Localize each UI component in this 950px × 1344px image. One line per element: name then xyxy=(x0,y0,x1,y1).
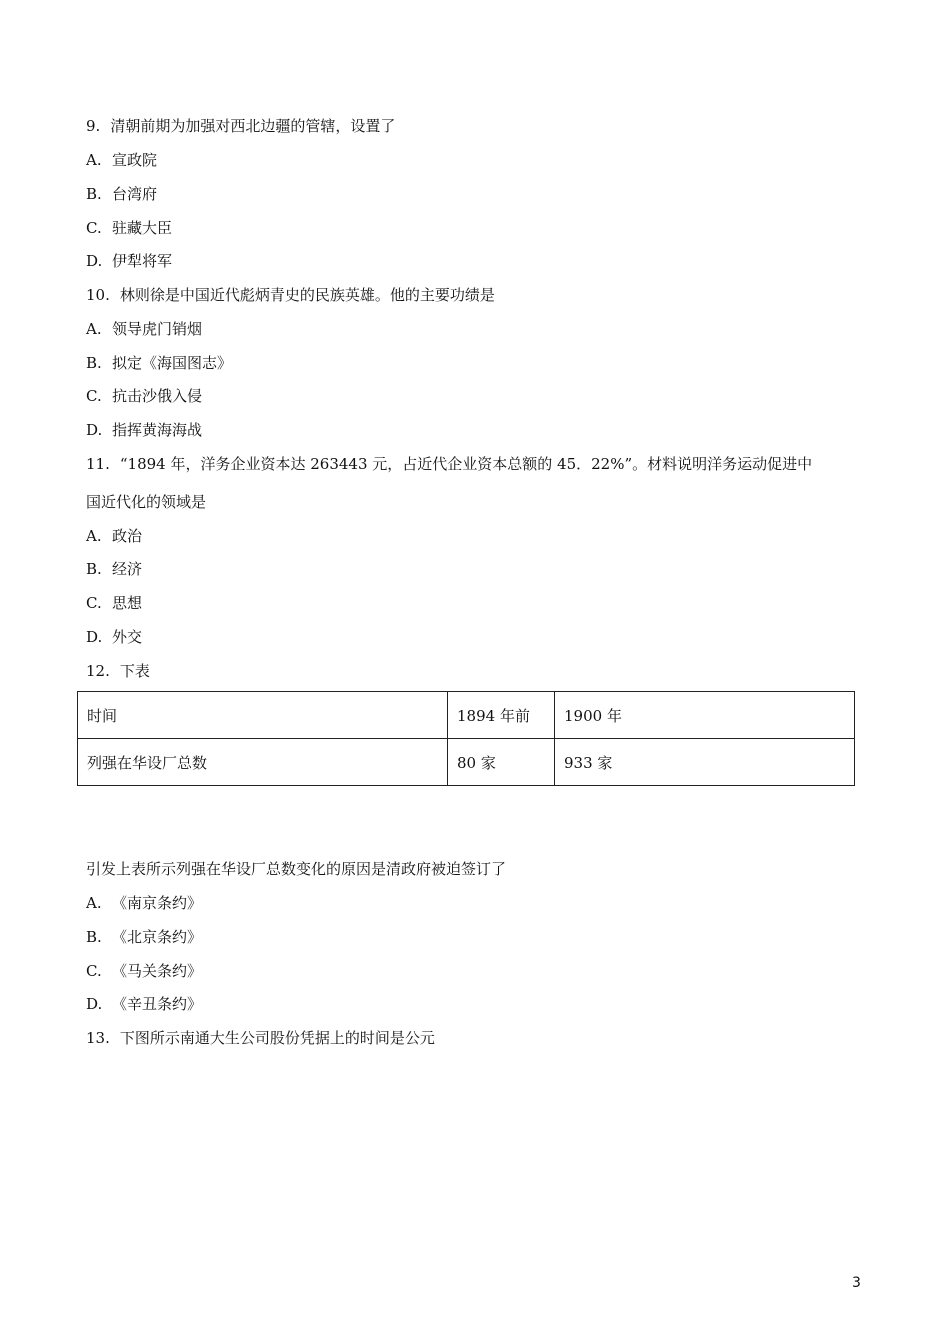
option-text: 指挥黄海海战 xyxy=(112,421,203,439)
option-c[interactable] xyxy=(86,218,172,238)
option-b[interactable] xyxy=(86,927,202,947)
question-number: 9. xyxy=(86,117,101,135)
question-number: 11. xyxy=(86,455,110,473)
option-letter: B. xyxy=(86,185,102,203)
option-d[interactable] xyxy=(86,420,202,440)
option-letter: D. xyxy=(86,252,103,270)
table-row xyxy=(78,692,855,739)
option-letter: A. xyxy=(86,894,102,912)
table-row xyxy=(78,739,855,786)
option-letter: C. xyxy=(86,387,102,405)
option-text: 台湾府 xyxy=(112,185,158,203)
option-text: 拟定《海国图志》 xyxy=(112,354,233,372)
option-letter: D. xyxy=(86,995,103,1013)
table-cell: 1894 年前 xyxy=(448,692,555,739)
question-number: 12. xyxy=(86,662,110,680)
option-text: 宣政院 xyxy=(112,151,158,169)
option-text: 领导虎门销烟 xyxy=(112,320,203,338)
question-10-stem xyxy=(86,285,495,305)
option-letter: C. xyxy=(86,962,102,980)
option-a[interactable] xyxy=(86,319,202,339)
option-letter: D. xyxy=(86,421,103,439)
page-number: 3 xyxy=(852,1275,861,1291)
option-text: 外交 xyxy=(112,628,143,646)
question-text: 下表 xyxy=(119,662,150,680)
question-9-stem xyxy=(86,116,395,136)
table-cell: 80 家 xyxy=(448,739,555,786)
option-text: 经济 xyxy=(112,560,143,578)
question-text: 林则徐是中国近代彪炳青史的民族英雄。他的主要功绩是 xyxy=(119,286,495,304)
option-text: 《北京条约》 xyxy=(112,928,203,946)
option-a[interactable] xyxy=(86,150,157,170)
option-text: 抗击沙俄入侵 xyxy=(112,387,203,405)
question-text: “1894 年，洋务企业资本达 263443 元，占近代企业资本总额的 45．22%”。材料说明洋务运动促进中 xyxy=(119,455,813,473)
option-a[interactable] xyxy=(86,526,142,546)
option-d[interactable] xyxy=(86,251,172,271)
question-11-stem xyxy=(86,454,812,474)
question-number: 10. xyxy=(86,286,110,304)
option-letter: A. xyxy=(86,320,102,338)
option-c[interactable] xyxy=(86,961,202,981)
question-12-followup: 引发上表所示列强在华设厂总数变化的原因是清政府被迫签订了 xyxy=(86,860,507,878)
option-letter: D. xyxy=(86,628,103,646)
question-text: 清朝前期为加强对西北边疆的管辖，设置了 xyxy=(110,117,396,135)
table-cell: 933 家 xyxy=(555,739,855,786)
table-cell: 1900 年 xyxy=(555,692,855,739)
table-cell: 列强在华设厂总数 xyxy=(78,739,448,786)
option-text: 《南京条约》 xyxy=(112,894,203,912)
option-letter: B. xyxy=(86,560,102,578)
option-letter: C. xyxy=(86,219,102,237)
option-b[interactable] xyxy=(86,353,232,373)
option-letter: B. xyxy=(86,928,102,946)
option-text: 思想 xyxy=(112,594,143,612)
option-text: 驻藏大臣 xyxy=(112,219,173,237)
factories-table xyxy=(77,691,855,786)
option-text: 政治 xyxy=(112,527,143,545)
option-b[interactable] xyxy=(86,184,157,204)
option-letter: A. xyxy=(86,151,102,169)
option-letter: B. xyxy=(86,354,102,372)
question-12-stem xyxy=(86,661,150,681)
question-number: 13. xyxy=(86,1029,110,1047)
table-cell: 时间 xyxy=(78,692,448,739)
question-11-stem-continued: 国近代化的领域是 xyxy=(86,493,207,511)
option-text: 《辛丑条约》 xyxy=(112,995,203,1013)
option-a[interactable] xyxy=(86,893,202,913)
question-text: 下图所示南通大生公司股份凭据上的时间是公元 xyxy=(119,1029,435,1047)
option-text: 《马关条约》 xyxy=(112,962,203,980)
option-letter: C. xyxy=(86,594,102,612)
option-letter: A. xyxy=(86,527,102,545)
option-d[interactable] xyxy=(86,627,142,647)
option-c[interactable] xyxy=(86,593,142,613)
option-b[interactable] xyxy=(86,559,142,579)
option-c[interactable] xyxy=(86,386,202,406)
option-text: 伊犁将军 xyxy=(112,252,173,270)
question-13-stem xyxy=(86,1028,435,1048)
option-d[interactable] xyxy=(86,994,202,1014)
